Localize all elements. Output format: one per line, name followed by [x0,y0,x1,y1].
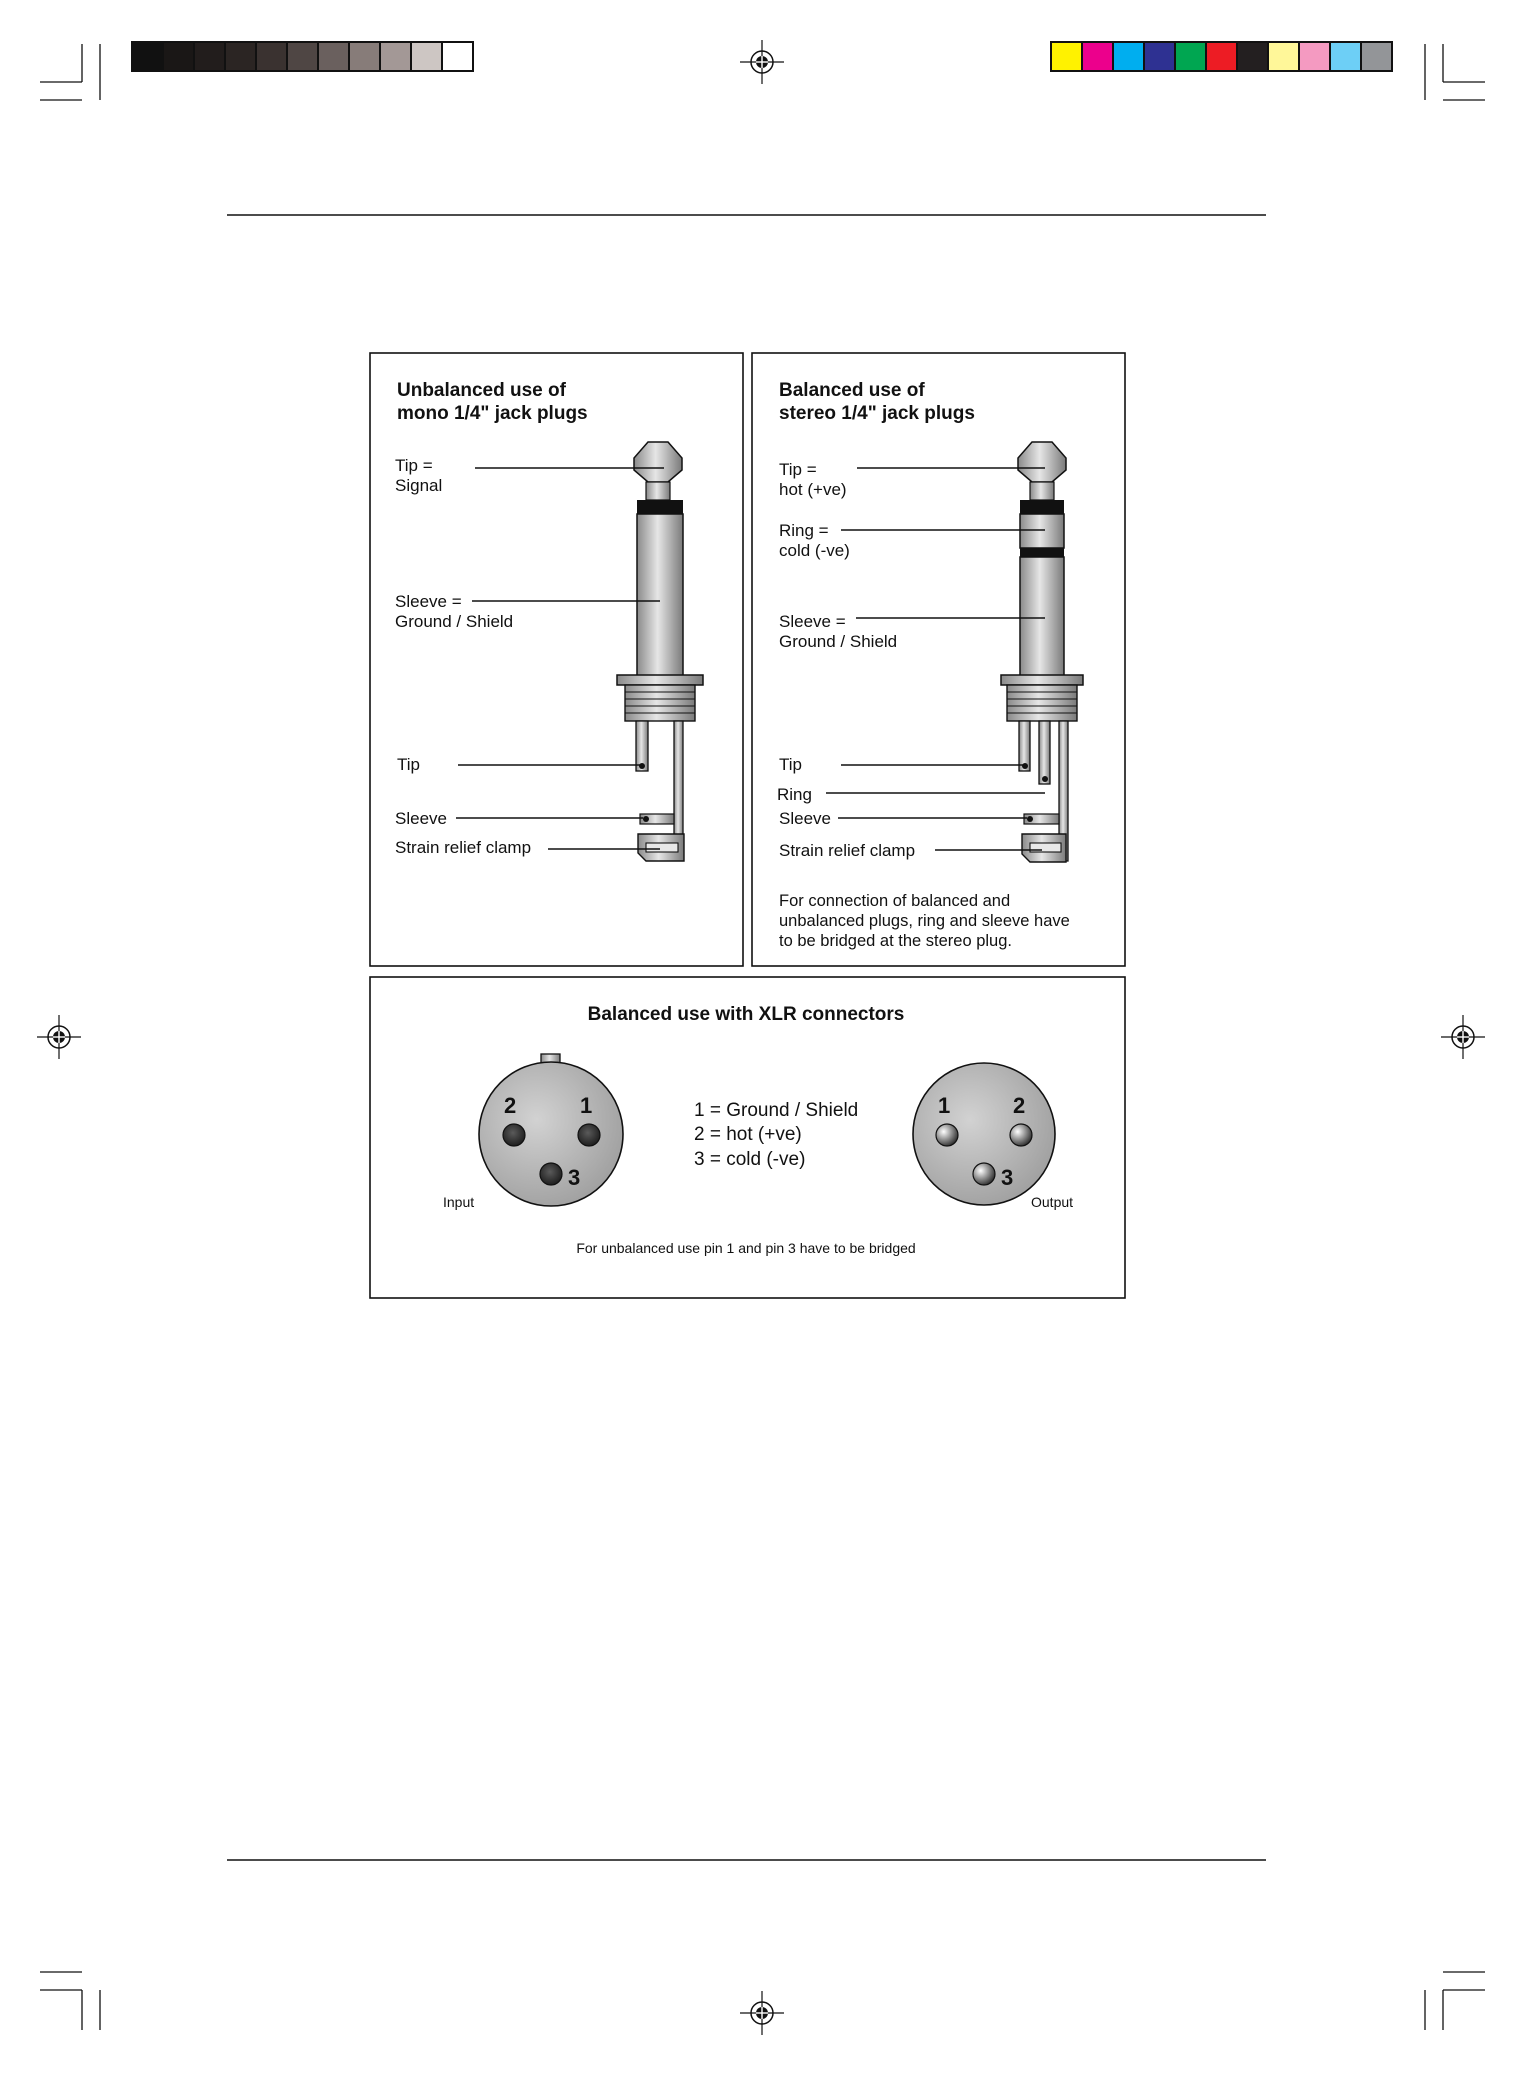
color-swatch-6 [1207,43,1236,70]
xlr-legend-line2: 2 = hot (+ve) [694,1124,802,1145]
stereo-jack-panel [752,353,1125,966]
color-swatch-11 [1362,43,1391,70]
gray-swatch-10 [412,43,441,70]
stereo-wire-sleeve-label: Sleeve [779,809,831,828]
color-swatch-bar [1050,41,1393,72]
gray-swatch-4 [226,43,255,70]
color-swatch-4 [1145,43,1174,70]
stereo-wire-tip-label: Tip [779,755,802,774]
mono-title-line1: Unbalanced use of [397,380,566,401]
xlr-output-label: Output [1031,1194,1074,1210]
gray-swatch-bar [131,41,474,72]
xlr-output-connector [913,1063,1055,1205]
xlr-output-pin-label-2: 2 [1013,1093,1026,1118]
stereo-sleeve-label-line2: Ground / Shield [779,632,898,651]
stereo-title-line1: Balanced use of [779,380,925,401]
color-swatch-7 [1238,43,1267,70]
color-swatch-9 [1300,43,1329,70]
xlr-legend-line1: 1 = Ground / Shield [694,1100,859,1121]
gray-swatch-11 [443,43,472,70]
gray-swatch-9 [381,43,410,70]
stereo-clamp-label: Strain relief clamp [779,841,916,860]
mono-clamp-label: Strain relief clamp [395,838,532,857]
xlr-input-socket-2 [503,1124,525,1146]
stereo-tip-label-line2: hot (+ve) [779,480,847,499]
color-swatch-10 [1331,43,1360,70]
xlr-input-socket-3 [540,1163,562,1185]
xlr-input-label: Input [443,1194,475,1210]
xlr-output-pin-label-1: 1 [938,1093,951,1118]
xlr-input-pin-label-1: 1 [580,1093,593,1118]
stereo-ring-label-line1: Ring = [779,521,829,540]
xlr-title: Balanced use with XLR connectors [587,1004,905,1025]
xlr-output-pin-label-3: 3 [1001,1165,1014,1190]
xlr-footnote: For unbalanced use pin 1 and pin 3 have to be bridged [576,1240,916,1256]
color-swatch-5 [1176,43,1205,70]
stereo-title-line2: stereo 1/4" jack plugs [779,403,975,424]
color-swatch-8 [1269,43,1298,70]
mono-sleeve-label-line2: Ground / Shield [395,612,514,631]
xlr-input-pin-label-2: 2 [504,1093,517,1118]
stereo-ring-label-line2: cold (-ve) [779,541,850,560]
stereo-sleeve-label-line1: Sleeve = [779,612,846,631]
mono-wire-sleeve-label: Sleeve [395,809,447,828]
stereo-wire-ring-label: Ring [777,785,812,804]
gray-swatch-7 [319,43,348,70]
color-swatch-3 [1114,43,1143,70]
gray-swatch-3 [195,43,224,70]
xlr-panel [370,977,1125,1298]
gray-swatch-5 [257,43,286,70]
registration-mark-top [740,40,784,84]
gray-swatch-1 [133,43,162,70]
mono-title-line2: mono 1/4" jack plugs [397,403,588,424]
stereo-tip-label-line1: Tip = [779,460,817,479]
color-swatch-2 [1083,43,1112,70]
color-swatch-1 [1052,43,1081,70]
registration-mark-bottom [740,1991,784,2035]
xlr-output-pin-3 [973,1163,995,1185]
xlr-output-pin-1 [936,1124,958,1146]
xlr-output-pin-2 [1010,1124,1032,1146]
mono-sleeve-label-line1: Sleeve = [395,592,462,611]
gray-swatch-2 [164,43,193,70]
mono-jack-panel [370,353,743,966]
stereo-note-line3: to be bridged at the stereo plug. [779,932,1012,950]
xlr-input-pin-label-3: 3 [568,1165,581,1190]
xlr-input-socket-1 [578,1124,600,1146]
registration-mark-right [1441,1015,1485,1059]
gray-swatch-8 [350,43,379,70]
mono-wire-tip-label: Tip [397,755,420,774]
gray-swatch-6 [288,43,317,70]
mono-tip-label-line1: Tip = [395,456,433,475]
registration-mark-left [37,1015,81,1059]
stereo-note-line2: unbalanced plugs, ring and sleeve have [779,912,1070,930]
stereo-note-line1: For connection of balanced and [779,892,1011,910]
mono-tip-label-line2: Signal [395,476,443,495]
xlr-legend-line3: 3 = cold (-ve) [694,1149,806,1170]
